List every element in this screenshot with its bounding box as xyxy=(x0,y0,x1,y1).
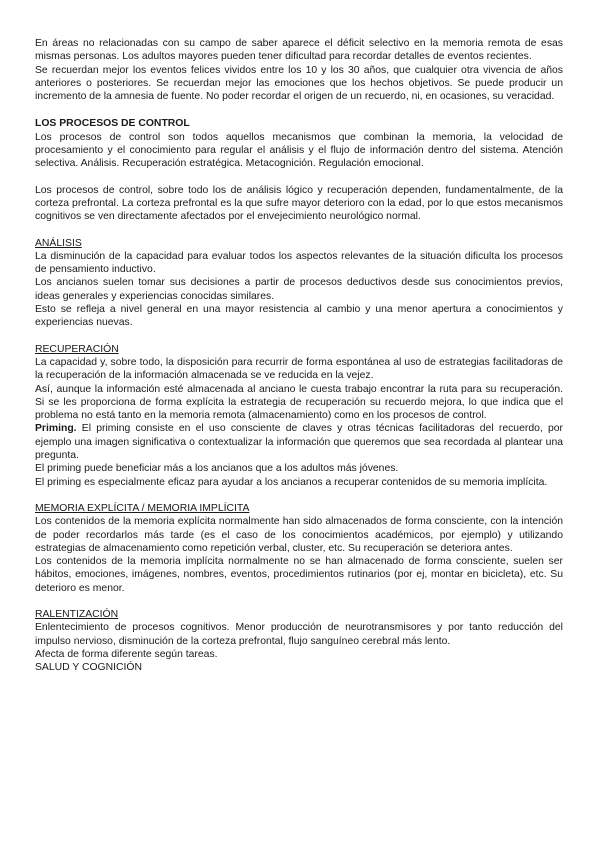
ralentizacion-paragraph: Afecta de forma diferente según tareas. xyxy=(35,648,218,660)
control-paragraph: Los procesos de control, sobre todo los de análisis lógico y recuperación dependen, fundamentalmente, de la corteza prefrontal. La corteza prefrontal es la que sufre mayor deterioro con la edad, por lo que estos mecanismos cognitivos se ven directamente afectados por el envejecimiento neurológico normal. xyxy=(35,184,563,223)
document-page xyxy=(35,37,563,674)
ralentizacion-paragraph: Enlentecimiento de procesos cognitivos. Menor producción de neurotransmisores y por tanto reducción del impulso nervioso, disminución de la corteza prefrontal, flujo sanguíneo cerebral más lento. xyxy=(35,622,563,647)
section-heading-control: LOS PROCESOS DE CONTROL xyxy=(35,118,190,130)
recuperacion-paragraph: El priming es especialmente eficaz para ayudar a los ancianos a recuperar contenidos de su memoria implícita. xyxy=(35,476,548,488)
analisis-paragraph: Esto se refleja a nivel general en una mayor resistencia al cambio y una menor apertura a conocimientos y experiencias nuevas. xyxy=(35,304,563,329)
section-heading-ralentizacion: RALENTIZACIÓN xyxy=(35,608,119,620)
analisis-paragraph: La disminución de la capacidad para evaluar todos los aspectos relevantes de la situación dificulta los procesos de pensamiento inductivo. xyxy=(35,250,563,276)
control-paragraph: Los procesos de control son todos aquellos mecanismos que combinan la memoria, la velocidad de procesamiento y el conocimiento para regular el análisis y el flujo de información dentro del sistema. Atención selectiva. Análisis. Recuperación estratégica. Metacognición. Regulación emocional. xyxy=(35,131,563,170)
section-heading-memoria: MEMORIA EXPLÍCITA / MEMORIA IMPLÍCITA xyxy=(35,502,250,514)
priming-label: Priming. xyxy=(35,423,77,435)
intro-paragraph: Se recuerdan mejor los eventos felices vividos entre los 10 y los 30 años, que cualquier otra vivencia de años anteriores o posteriores. Se recuerdan mejor las emociones que los hechos objetivos. Se puede producir un incremento de la amnesia de fuente. No poder recordar el origen de un recuerdo, ni, en ocasiones, su veracidad. xyxy=(35,64,563,103)
memoria-paragraph: Los contenidos de la memoria explícita normalmente han sido almacenados de forma consciente, con la intención de poder recordarlos más tarde (es el caso de los conocimientos académicos, por ejemplo) y utilizando estrategias de almacenamiento como repetición verbal, cluster, etc. Su recuperación se deteriora antes. xyxy=(35,516,563,554)
section-heading-analisis: ANÁLISIS xyxy=(35,237,82,249)
salud-cognicion-line: SALUD Y COGNICIÓN xyxy=(35,662,143,674)
priming-paragraph xyxy=(35,422,563,462)
recuperacion-paragraph: El priming puede beneficiar más a los ancianos que a los adultos más jóvenes. xyxy=(35,463,399,475)
intro-paragraph: En áreas no relacionadas con su campo de saber aparece el déficit selectivo en la memoria remota de esas mismas personas. Los adultos mayores pueden tener dificultad para recordar detalles de eventos recientes. xyxy=(35,38,563,63)
recuperacion-paragraph: Así, aunque la información esté almacenada al anciano le cuesta trabajo encontrar la ruta para su recuperación. Si se les proporciona de forma explícita la estrategia de recuperación su recuerdo mejora, lo que indica que el problema no está tanto en la memoria remota (almacenamiento) como en los procesos de control. xyxy=(35,383,563,422)
recuperacion-paragraph: La capacidad y, sobre todo, la disposición para recurrir de forma espontánea al uso de estrategias facilitadoras de la recuperación de la información almacenada se ve reducida en la vejez. xyxy=(35,356,563,382)
section-heading-recuperacion: RECUPERACIÓN xyxy=(35,343,119,355)
memoria-paragraph: Los contenidos de la memoria implícita normalmente no se han almacenado de forma consciente, suelen ser hábitos, emociones, imágenes, nombres, eventos, procedimientos rutinarios (por ej, montar en bicicleta), etc. Su deterioro es menor. xyxy=(35,556,563,594)
priming-text: El priming consiste en el uso consciente de claves y otras técnicas facilitadoras del recuerdo, por ejemplo una imagen significativa o contextualizar la información que queremos que sea recordada al plantear una pregunta. xyxy=(35,423,563,462)
analisis-paragraph: Los ancianos suelen tomar sus decisiones a partir de procesos deductivos desde sus conocimientos previos, ideas generales y experiencias conocidas similares. xyxy=(35,277,563,302)
